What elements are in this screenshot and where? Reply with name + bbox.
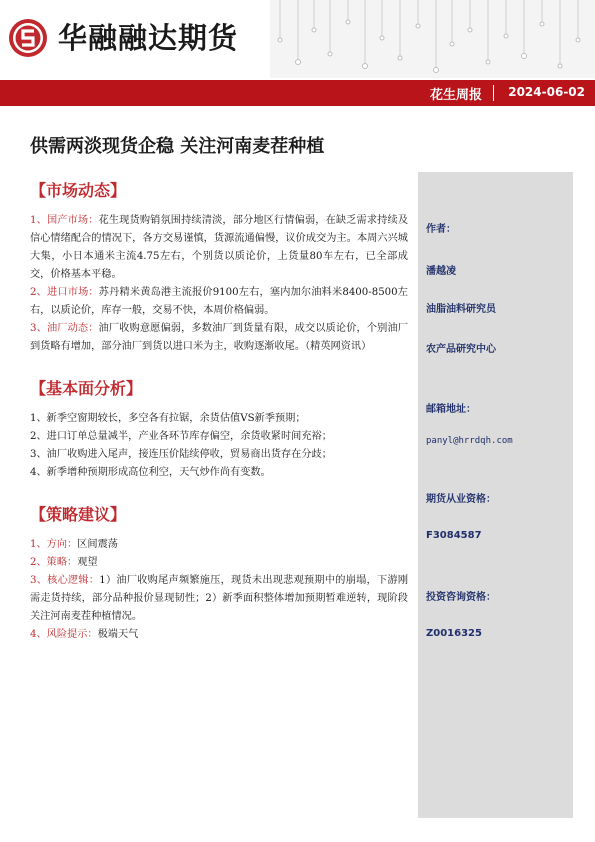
advisory-label: 投资咨询资格： (426, 592, 496, 603)
item-number: 3、 (30, 323, 47, 334)
advisory-number: Z0016325 (426, 628, 482, 639)
author-label: 作者： (426, 224, 456, 235)
item-number: 3、 (30, 575, 48, 586)
fundamental-item: 4、新季增种预期形成高位利空，天气炒作尚有变数。 (30, 467, 271, 478)
item-label: 方向： (46, 539, 78, 550)
banner-divider (493, 85, 494, 101)
license-label: 期货从业资格： (426, 494, 496, 505)
item-number: 1、 (30, 215, 47, 226)
decorative-lines-icon (270, 0, 595, 78)
strategy-item (30, 554, 408, 572)
item-text: 1）油厂收购尾声频繁施压，现货未出现悲观预期中的崩塌，下游刚需走货持续，部分品种报价显现韧性；2）新季面积整体增加预期暂难逆转，现阶段关注河南麦茬种植情况。 (30, 575, 409, 622)
author-title: 油脂油料研究员 (426, 304, 496, 315)
market-item (30, 212, 408, 284)
fundamental-item: 2、进口订单总量减半，产业各环节库存偏空，余货收紧时间充裕； (30, 431, 332, 442)
item-number: 1、 (30, 539, 47, 550)
company-name: 华融融达期货 (58, 21, 239, 55)
market-item (30, 320, 408, 356)
email-label: 邮箱地址： (426, 404, 476, 415)
item-text: 区间震荡 (77, 539, 118, 550)
strategy-heading: 【策略建议】 (30, 505, 127, 524)
item-number: 2、 (30, 557, 47, 568)
market-item (30, 284, 408, 320)
fundamental-heading: 【基本面分析】 (30, 379, 143, 398)
page-header (0, 0, 595, 80)
report-banner (0, 80, 595, 106)
fundamental-item: 1、新季空窗期较长，多空各有拉锯，余货估值VS新季预期； (30, 413, 306, 424)
report-type: 花生周报 (429, 88, 482, 103)
company-logo-icon (8, 18, 48, 58)
item-label: 国产市场： (46, 215, 99, 226)
report-date: 2024-06-02 (508, 85, 585, 99)
item-label: 核心逻辑： (47, 575, 100, 586)
item-label: 风险提示： (46, 629, 98, 640)
item-text: 观望 (77, 557, 98, 568)
main-content (30, 180, 408, 666)
author-name: 潘越凌 (426, 266, 456, 277)
license-number: F3084587 (426, 530, 482, 541)
item-text: 极端天气 (97, 629, 139, 640)
item-text: 苏丹精米黄岛港主流报价9100左右，塞内加尔油料米8400-8500左右，以质论价，库存一般，交易不快，本周价格偏弱。 (30, 287, 408, 316)
item-number: 2、 (30, 287, 48, 298)
item-text: 油厂收购意愿偏弱，多数油厂到货量有限，成交以质论价，个别油厂到货略有增加，部分油厂到货以进口米为主，收购逐渐收尾。（精英网资讯） (30, 323, 409, 352)
strategy-section (30, 504, 408, 644)
market-heading: 【市场动态】 (30, 181, 127, 200)
strategy-item (30, 572, 408, 626)
item-text: 花生现货购销氛围持续清淡，部分地区行情偏弱，在缺乏需求持续及信心情绪配合的情况下，各方交易谨慎，货源流通偏慢，议价成交为主。本周六兴城大集，小日本通米主流4.75左右，个别货以质论价，上货量80车左右，已全部成交，价格基本平稳。 (30, 215, 409, 280)
fundamental-section (30, 378, 408, 482)
fundamental-item: 3、油厂收购进入尾声，接连压价陆续停收，贸易商出货存在分歧； (30, 449, 332, 460)
market-section (30, 180, 408, 356)
item-label: 油厂动态： (46, 323, 99, 334)
item-number: 4、 (30, 629, 47, 640)
item-label: 策略： (46, 557, 78, 568)
strategy-item (30, 626, 408, 644)
author-sidebar (418, 172, 573, 818)
page-title: 供需两淡现货企稳 关注河南麦茬种植 (30, 136, 325, 157)
email-address[interactable]: panyl@hrrdqh.com (426, 436, 513, 446)
strategy-item (30, 536, 408, 554)
author-department: 农产品研究中心 (426, 344, 496, 355)
item-label: 进口市场： (47, 287, 99, 298)
